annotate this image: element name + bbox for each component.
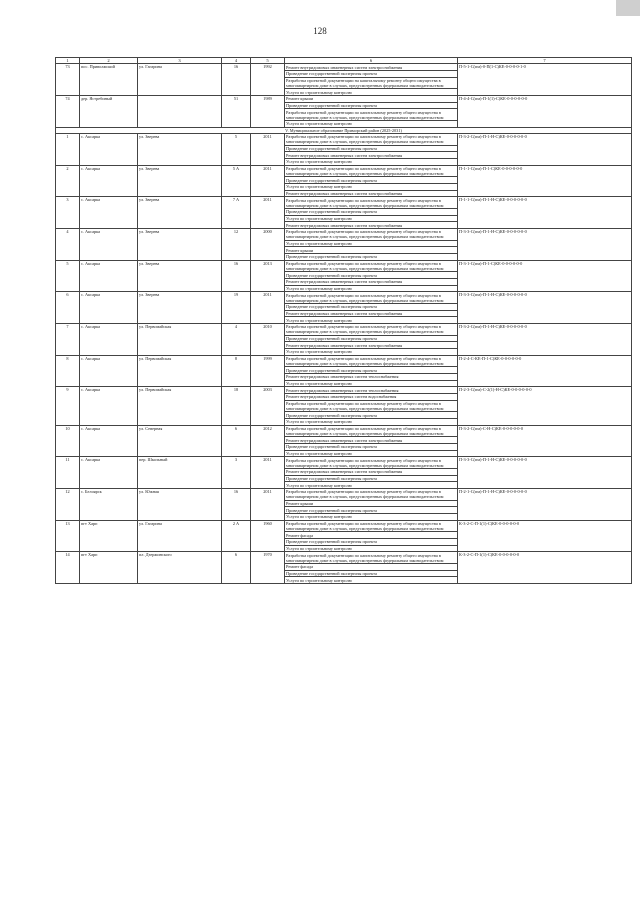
capital-repair-table	[55, 57, 632, 584]
house-number: 51	[222, 96, 251, 128]
work-type: Проведение государственной экспертизы проекта	[285, 335, 458, 342]
build-year: 2011	[251, 489, 285, 521]
work-type: Разработка проектной документации по капитальному ремонту общего имущества в многоквартирном доме в случаях, предусмотренных федеральным законодательством	[285, 489, 458, 501]
house-number: 7 А	[222, 197, 251, 229]
settlement: с. Аксарка	[80, 133, 138, 165]
work-type: Услуги по строительному контролю	[285, 482, 458, 489]
work-type: Ремонт внутридомовых инженерных систем электроснабжения	[285, 469, 458, 476]
table-row	[56, 64, 632, 71]
table-row	[56, 355, 632, 367]
work-type: Разработка проектной документации по капитальному ремонту общего имущества в многоквартирном доме в случаях, предусмотренных федеральным законодательством	[285, 292, 458, 304]
work-type: Проведение государственной экспертизы проекта	[285, 475, 458, 482]
work-type: Разработка проектной документации по капитальному ремонту общего имущества в многоквартирном доме в случаях, предусмотренных федеральным законодательством	[285, 323, 458, 335]
work-type: Услуги по строительному контролю	[285, 317, 458, 324]
building-code: К-3-2-С-П-1(1)-С)КЕ-0-0-0-0-0-0	[458, 552, 632, 584]
work-type: Услуги по строительному контролю	[285, 419, 458, 426]
work-type: Ремонт фасада	[285, 532, 458, 539]
work-type: Проведение государственной экспертизы проекта	[285, 570, 458, 577]
table-row	[56, 133, 632, 145]
header-col-3: 3	[138, 58, 222, 64]
work-type: Проведение государственной экспертизы проекта	[285, 367, 458, 374]
row-number: 9	[56, 387, 80, 425]
work-type: Разработка проектной документации по капитальному ремонту общего имущества в многоквартирном доме в случаях, предусмотренных федеральным законодательством	[285, 260, 458, 272]
building-code: П-1-1-С(пм)-П-1-С)КЕ-0-0-0-0-0-0	[458, 165, 632, 197]
build-year: 2013	[251, 260, 285, 292]
work-type: Разработка проектной документации по капитальному ремонту общего имущества в многоквартирном доме в случаях, предусмотренных федеральным законодательством	[285, 228, 458, 240]
header-col-5: 5	[251, 58, 285, 64]
house-number: 5	[222, 133, 251, 165]
table-row	[56, 228, 632, 240]
work-type: Ремонт внутридомовых инженерных систем электроснабжения	[285, 190, 458, 197]
header-col-2: 2	[80, 58, 138, 64]
work-type: Разработка проектной документации по капитальному ремонту общего имущества в многоквартирном доме в случаях, предусмотренных федеральным законодательством	[285, 457, 458, 469]
street: пер. Школьный	[138, 457, 222, 489]
work-type: Разработка проектной документации по капитальному ремонту общего имущества в многоквартирном доме в случаях, предусмотренных федеральным законодательством	[285, 355, 458, 367]
work-type: Ремонт внутридомовых инженерных систем электроснабжения	[285, 310, 458, 317]
section-title: V. Муниципальное образование Приморский район (2025-2031)	[56, 127, 632, 133]
work-type: Услуги по строительному контролю	[285, 89, 458, 96]
header-col-7: 7	[458, 58, 632, 64]
work-type: Разработка проектной документации на капитальному ремонту общего имущества в многоквартирном доме в случаях, предусмотренных федеральным законодательством	[285, 77, 458, 89]
work-type: Проведение государственной экспертизы проекта	[285, 444, 458, 451]
street: ул. Северная	[138, 425, 222, 457]
work-type: Проведение государственной экспертизы проекта	[285, 208, 458, 215]
row-number: 73	[56, 64, 80, 96]
header-col-1: 1	[56, 58, 80, 64]
work-type: Разработка проектной документации по капитальному ремонту общего имущества в многоквартирном доме в случаях, предусмотренных федеральным законодательством	[285, 109, 458, 121]
house-number: 4	[222, 323, 251, 355]
header-col-6: 6	[285, 58, 458, 64]
street: ул. Гагарина	[138, 520, 222, 552]
work-type: Услуги по строительному контролю	[285, 450, 458, 457]
building-code: П-3-2-С(пм)-П-1-Н-С)КЕ-0-0-0-0-0-0	[458, 133, 632, 165]
row-number: 5	[56, 260, 80, 292]
build-year: 2000	[251, 228, 285, 260]
settlement: с. Аксарка	[80, 165, 138, 197]
building-code: К-3-2-С-П-1(1)-С)КЕ-0-0-0-0-0-0	[458, 520, 632, 552]
settlement: с. Аксарка	[80, 323, 138, 355]
build-year: 1992	[251, 64, 285, 96]
build-year: 2011	[251, 457, 285, 489]
house-number: 16	[222, 260, 251, 292]
street: ул. Зверева	[138, 292, 222, 324]
work-type: Проведение государственной экспертизы проекта	[285, 272, 458, 279]
row-number: 10	[56, 425, 80, 457]
street: ул. Зверева	[138, 165, 222, 197]
work-type: Ремонт внутридомовых инженерных систем электроснабжения	[285, 64, 458, 71]
work-type: Разработка проектной документации по капитальному ремонту общего имущества в многоквартирном доме в случаях, предусмотренных федеральным законодательством	[285, 425, 458, 437]
row-number: 14	[56, 552, 80, 584]
building-code: П-2-4-С-КЕ-П-1-С)КЕ-0-0-0-0-0-0	[458, 355, 632, 387]
work-type: Ремонт внутридомовых инженерных систем электроснабжения	[285, 222, 458, 229]
work-type: Проведение государственной экспертизы проекта	[285, 71, 458, 78]
work-type: Проведение государственной экспертизы проекта	[285, 304, 458, 311]
building-code: П-3-2-С(пм)-С-Н-С)КЕ-0-0-0-0-0-0	[458, 425, 632, 457]
settlement: пгт Харп	[80, 520, 138, 552]
work-type: Услуги по строительному контролю	[285, 183, 458, 190]
work-type: Проведение государственной экспертизы проекта	[285, 253, 458, 260]
street: пл. Дзержинского	[138, 552, 222, 584]
work-type: Услуги по строительному контролю	[285, 285, 458, 292]
table-row	[56, 552, 632, 564]
work-type: Ремонт внутридомовых инженерных систем теплоснабжения	[285, 374, 458, 381]
settlement: с. Аксарка	[80, 260, 138, 292]
street: ул. Первомайская	[138, 323, 222, 355]
build-year: 1970	[251, 552, 285, 584]
build-year: 1960	[251, 520, 285, 552]
settlement: дер. Ястребиный	[80, 96, 138, 128]
work-type: Услуги по строительному контролю	[285, 349, 458, 356]
scan-corner-mark	[616, 0, 640, 16]
street: ул. Зверева	[138, 197, 222, 229]
street: ул. Зверева	[138, 228, 222, 260]
house-number: 2 А	[222, 520, 251, 552]
page-number: 128	[313, 26, 327, 36]
building-code: П-3-2-С(пм)-П-1-Н-С)КЕ-0-0-0-0-0-0	[458, 323, 632, 355]
street: ул. Гагарина	[138, 64, 222, 96]
work-type: Проведение государственной экспертизы проекта	[285, 412, 458, 419]
building-code: П-2-3-С(пм)-С-2(1)-Н-С)КЕ-0-0-0-0-0-0	[458, 387, 632, 425]
table-row	[56, 387, 632, 394]
work-type: Услуги по строительному контролю	[285, 380, 458, 387]
work-type: Разработка проектной документации по капитальному ремонту общего имущества в многоквартирном доме в случаях, предусмотренных федеральным законодательством	[285, 197, 458, 209]
table-row	[56, 520, 632, 532]
row-number: 13	[56, 520, 80, 552]
work-type: Разработка проектной документации по капитальному ремонту общего имущества в многоквартирном доме в случаях, предусмотренных федеральным законодательством	[285, 520, 458, 532]
table-row	[56, 489, 632, 501]
row-number: 7	[56, 323, 80, 355]
settlement: с. Белоярск	[80, 489, 138, 521]
work-type: Ремонт крыши	[285, 500, 458, 507]
build-year: 2003	[251, 387, 285, 425]
work-type: Услуги по строительному контролю	[285, 215, 458, 222]
settlement: с. Аксарка	[80, 197, 138, 229]
table-row	[56, 165, 632, 177]
work-type: Ремонт внутридомовых инженерных систем водоснабжения	[285, 394, 458, 401]
work-type: Разработка проектной документации по капитальному ремонту общего имущества в многоквартирном доме в случаях, предусмотренных федеральным законодательством	[285, 133, 458, 145]
table-row	[56, 197, 632, 209]
street: ул. Зверева	[138, 260, 222, 292]
build-year: 2011	[251, 165, 285, 197]
build-year: 2010	[251, 323, 285, 355]
table-row	[56, 323, 632, 335]
work-type: Проведение государственной экспертизы проекта	[285, 177, 458, 184]
house-number: 6	[222, 425, 251, 457]
work-type: Ремонт фасада	[285, 564, 458, 571]
table-row	[56, 457, 632, 469]
build-year: 2011	[251, 292, 285, 324]
work-type: Проведение государственной экспертизы проекта	[285, 145, 458, 152]
work-type: Услуги по строительному контролю	[285, 514, 458, 521]
table-row	[56, 96, 632, 103]
house-number: 3	[222, 457, 251, 489]
settlement: с. Аксарка	[80, 228, 138, 260]
settlement: с. Аксарка	[80, 292, 138, 324]
row-number: 12	[56, 489, 80, 521]
row-number: 8	[56, 355, 80, 387]
building-code: П-2-1-С(пм)-П-1-Н-С)КЕ-0-0-0-0-0-0	[458, 489, 632, 521]
building-code: П-1-1-С(пм)-П-1-Н-С)КЕ-0-0-0-0-0-0	[458, 197, 632, 229]
street: ул. Первомайская	[138, 355, 222, 387]
building-code: П-3-1-С(пм)-П-1-С)КЕ-0-0-0-0-0-0	[458, 260, 632, 292]
building-code: П-3-3-С(пм)-П-1-Н-С)КЕ-0-0-0-0-0-0	[458, 457, 632, 489]
work-type: Услуги по строительному контролю	[285, 121, 458, 128]
work-type: Услуги по строительному контролю	[285, 240, 458, 247]
build-year: 1999	[251, 355, 285, 387]
settlement: пос. Приволжский	[80, 64, 138, 96]
header-col-4: 4	[222, 58, 251, 64]
row-number: 1	[56, 133, 80, 165]
house-number: 18	[222, 387, 251, 425]
work-type: Ремонт крыши	[285, 96, 458, 103]
build-year: 1989	[251, 96, 285, 128]
street: ул. Первомайская	[138, 387, 222, 425]
work-type: Ремонт внутридомовых инженерных систем электроснабжения	[285, 152, 458, 159]
build-year: 2012	[251, 425, 285, 457]
work-type: Услуги по строительному контролю	[285, 577, 458, 584]
settlement: с. Аксарка	[80, 457, 138, 489]
building-code: П-3-3-С(пм)-П-1-Н-С)КЕ-0-0-0-0-0-0	[458, 292, 632, 324]
work-type: Ремонт внутридомовых инженерных систем электроснабжения	[285, 278, 458, 285]
table-row	[56, 260, 632, 272]
settlement: с. Аксарка	[80, 425, 138, 457]
work-type: Проведение государственной экспертизы проекта	[285, 507, 458, 514]
row-number: 2	[56, 165, 80, 197]
street: ул. Южная	[138, 489, 222, 521]
settlement: пгт Харп	[80, 552, 138, 584]
house-number: 16	[222, 489, 251, 521]
building-code: П-4-4-С(пм)-П-1(1)-С)КЕ-0-0-0-0-0-0	[458, 96, 632, 128]
table-row	[56, 425, 632, 437]
row-number: 11	[56, 457, 80, 489]
work-type: Ремонт внутридомовых инженерных систем электроснабжения	[285, 342, 458, 349]
building-code: П-3-3-С(пм)-П-1-Н-С)КЕ-0-0-0-0-0-0	[458, 228, 632, 260]
building-code: П-5-1-С(пм)-0-П(1-С)КЕ-0-0-0-0-1-0	[458, 64, 632, 96]
work-type: Проведение государственной экспертизы проекта	[285, 102, 458, 109]
house-number: 12	[222, 228, 251, 260]
work-type: Услуги по строительному контролю	[285, 158, 458, 165]
settlement: с. Аксарка	[80, 387, 138, 425]
house-number: 6	[222, 552, 251, 584]
row-number: 4	[56, 228, 80, 260]
row-number: 3	[56, 197, 80, 229]
settlement: с. Аксарка	[80, 355, 138, 387]
work-type: Услуги по строительному контролю	[285, 545, 458, 552]
work-type: Разработка проектной документации по капитальному ремонту общего имущества в многоквартирном доме в случаях, предусмотренных федеральным законодательством	[285, 400, 458, 412]
house-number: 5 А	[222, 165, 251, 197]
work-type: Ремонт внутридомовых инженерных систем теплоснабжения	[285, 387, 458, 394]
build-year: 2011	[251, 133, 285, 165]
house-number: 16	[222, 64, 251, 96]
build-year: 2011	[251, 197, 285, 229]
house-number: 19	[222, 292, 251, 324]
table-row	[56, 292, 632, 304]
work-type: Ремонт крыши	[285, 247, 458, 254]
work-type: Разработка проектной документации по капитальному ремонту общего имущества в многоквартирном доме в случаях, предусмотренных федеральным законодательством	[285, 165, 458, 177]
street	[138, 96, 222, 128]
house-number: 8	[222, 355, 251, 387]
work-type: Проведение государственной экспертизы проекта	[285, 539, 458, 546]
row-number: 74	[56, 96, 80, 128]
work-type: Ремонт внутридомовых инженерных систем электроснабжения	[285, 437, 458, 444]
street: ул. Зверева	[138, 133, 222, 165]
work-type: Разработка проектной документации по капитальному ремонту общего имущества в многоквартирном доме в случаях, предусмотренных федеральным законодательством	[285, 552, 458, 564]
row-number: 6	[56, 292, 80, 324]
